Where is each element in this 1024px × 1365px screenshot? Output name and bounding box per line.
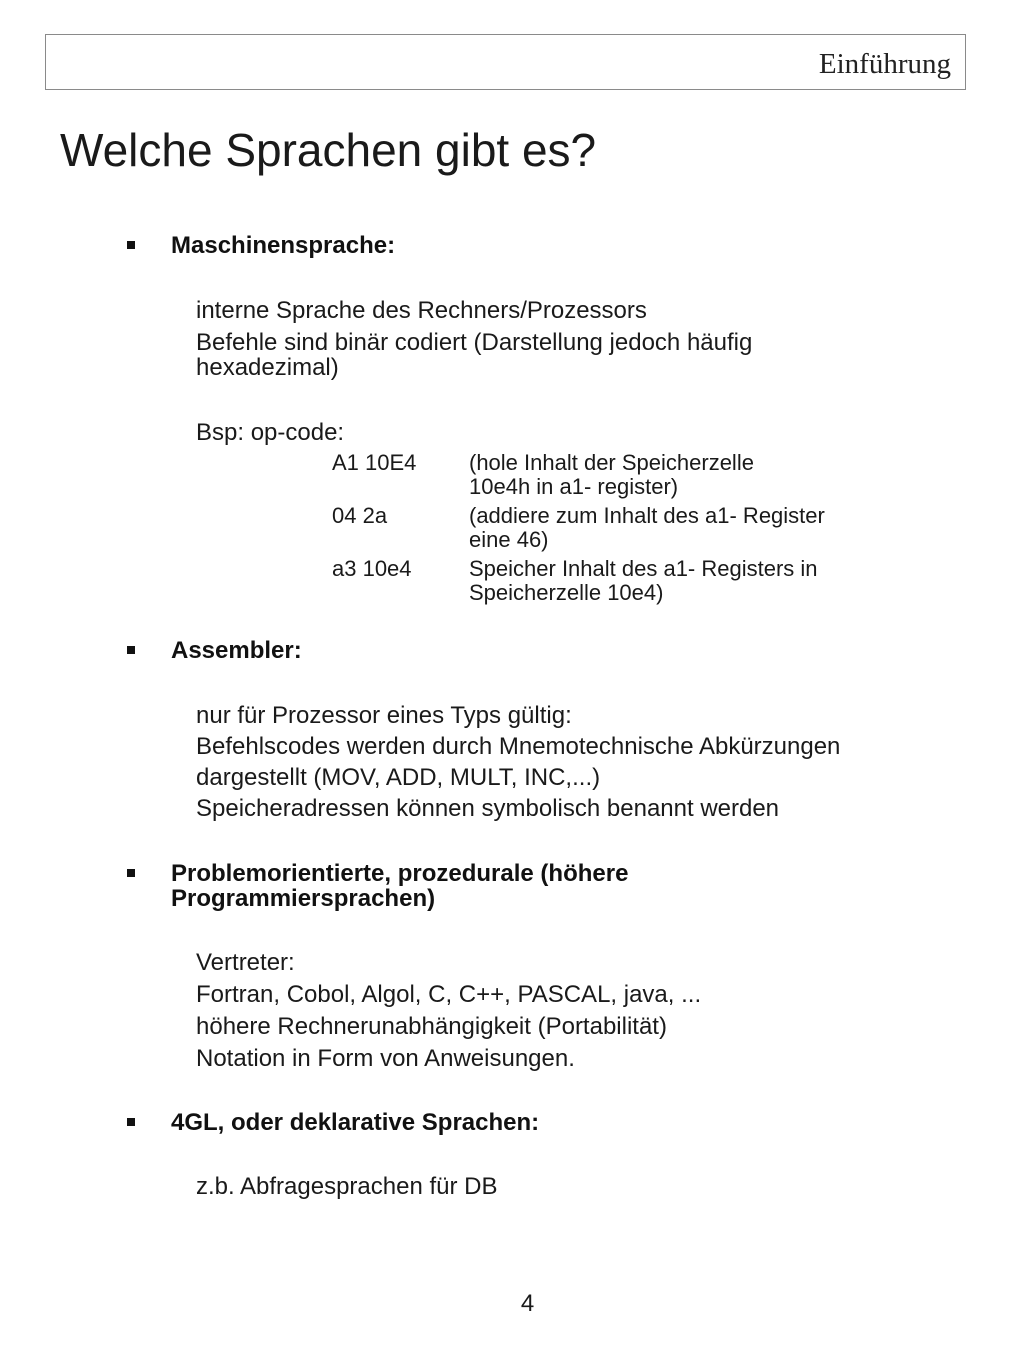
body-line: Notation in Form von Anweisungen. — [196, 1045, 575, 1072]
body-line: Befehlscodes werden durch Mnemotechnische Abkürzungen — [196, 733, 841, 760]
opcode-value: A1 10E4 — [332, 450, 417, 475]
opcode-description: Speicher Inhalt des a1- Registers in — [469, 556, 818, 581]
example-label: Bsp: op-code: — [196, 419, 345, 446]
body-line: Befehle sind binär codiert (Darstellung jedoch häufig — [196, 329, 753, 356]
opcode-value: a3 10e4 — [332, 556, 412, 581]
page-number: 4 — [520, 1290, 535, 1317]
section-heading: Maschinensprache: — [171, 232, 396, 259]
body-line: Fortran, Cobol, Algol, C, C++, PASCAL, java, ... — [196, 981, 702, 1008]
opcode-description: (addiere zum Inhalt des a1- Register — [469, 503, 825, 528]
bullet-square-icon — [127, 1118, 135, 1126]
header-box — [45, 34, 966, 90]
body-line: Speicheradressen können symbolisch benannt werden — [196, 795, 780, 822]
section-heading: Programmiersprachen) — [171, 885, 436, 912]
page-title: Welche Sprachen gibt es? — [60, 124, 597, 176]
body-line: Vertreter: — [196, 949, 295, 976]
body-line: dargestellt (MOV, ADD, MULT, INC,...) — [196, 764, 601, 791]
bullet-square-icon — [127, 646, 135, 654]
opcode-description: (hole Inhalt der Speicherzelle — [469, 450, 754, 475]
body-line: interne Sprache des Rechners/Prozessors — [196, 297, 647, 324]
opcode-value: 04 2a — [332, 503, 388, 528]
bullet-square-icon — [127, 869, 135, 877]
body-line: höhere Rechnerunabhängigkeit (Portabilität) — [196, 1013, 667, 1040]
section-heading: Assembler: — [171, 637, 302, 664]
section-heading: Problemorientierte, prozedurale (höhere — [171, 860, 629, 887]
body-line: z.b. Abfragesprachen für DB — [196, 1173, 498, 1200]
opcode-description: 10e4h in a1- register) — [469, 474, 679, 499]
header-label: Einführung — [818, 48, 951, 80]
body-line: nur für Prozessor eines Typs gültig: — [196, 702, 572, 729]
body-line: hexadezimal) — [196, 354, 339, 381]
opcode-description: eine 46) — [469, 527, 549, 552]
section-heading: 4GL, oder deklarative Sprachen: — [171, 1109, 540, 1136]
opcode-description: Speicherzelle 10e4) — [469, 580, 664, 605]
bullet-square-icon — [127, 241, 135, 249]
